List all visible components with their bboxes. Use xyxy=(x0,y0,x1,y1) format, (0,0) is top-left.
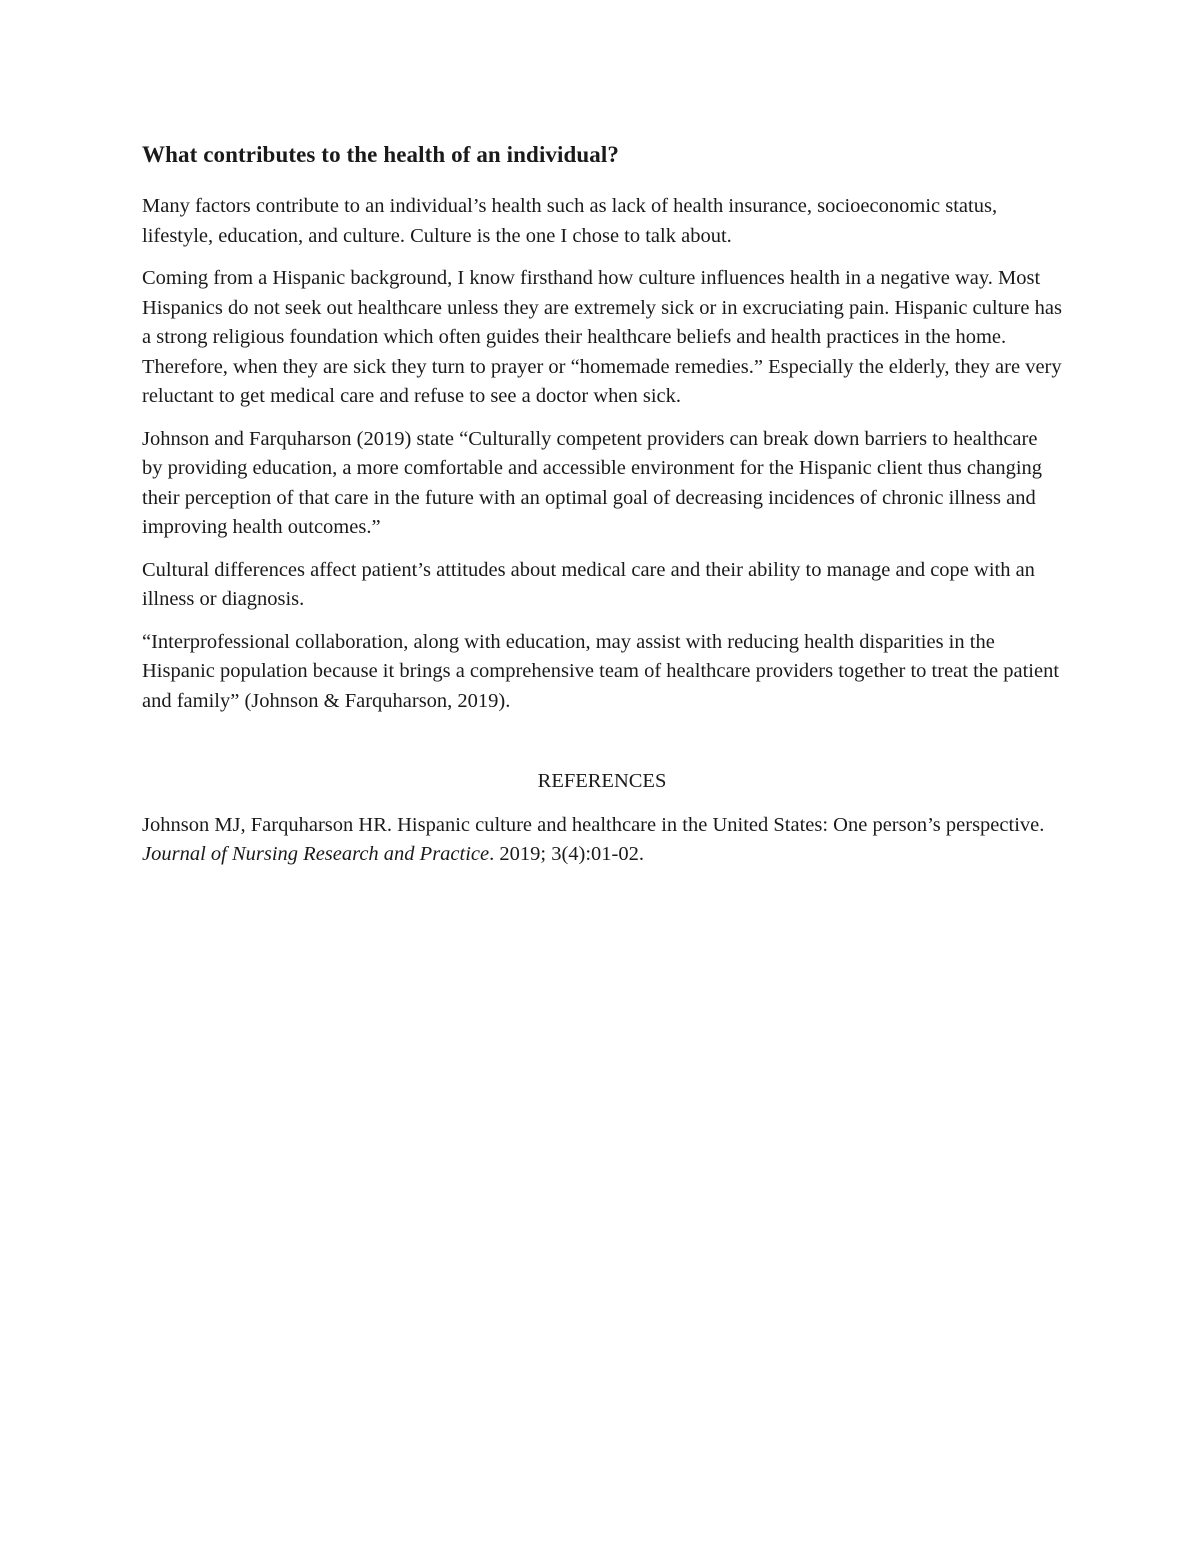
document-heading: What contributes to the health of an individual? xyxy=(142,142,619,167)
paragraph-cultural-differences: Cultural differences affect patient’s attitudes about medical care and their ability to manage and cope with an illness or diagnosis. xyxy=(142,558,1035,610)
paragraph-interprofessional: “Interprofessional collaboration, along with education, may assist with reducing health disparities in the Hispanic population because it brings a comprehensive team of healthcare providers together to treat the patient and family” (Johnson & Farquharson, 2019). xyxy=(142,630,1060,712)
document-page xyxy=(142,140,1062,870)
reference-authors-title: Johnson MJ, Farquharson HR. Hispanic culture and healthcare in the United States: One person’s perspective. xyxy=(142,813,1045,836)
paragraph-johnson-quote: Johnson and Farquharson (2019) state “Culturally competent providers can break down barriers to healthcare by providing education, a more comfortable and accessible environment for the Hispanic client thus changing their perception of that care in the future with an optimal goal of decreasing incidences of chronic illness and improving health outcomes.” xyxy=(142,427,1043,538)
references-heading: REFERENCES xyxy=(537,770,667,792)
paragraph-hispanic-background: Coming from a Hispanic background, I know firsthand how culture influences health in a negative way. Most Hispanics do not seek out healthcare unless they are extremely sick or in excruciating pain. Hispanic culture has a strong religious foundation which often guides their healthcare beliefs and health practices in the home. Therefore, when they are sick they turn to prayer or “homemade remedies.” Especially the elderly, they are very reluctant to get medical care and refuse to see a doctor when sick. xyxy=(142,267,1062,407)
reference-journal: Journal of Nursing Research and Practice xyxy=(142,843,490,865)
reference-entry xyxy=(142,811,1062,870)
reference-details: . 2019; 3(4):01-02. xyxy=(489,843,644,865)
paragraph-factors: Many factors contribute to an individual’s health such as lack of health insurance, socioeconomic status, lifestyle, education, and culture. Culture is the one I chose to talk about. xyxy=(142,195,998,247)
